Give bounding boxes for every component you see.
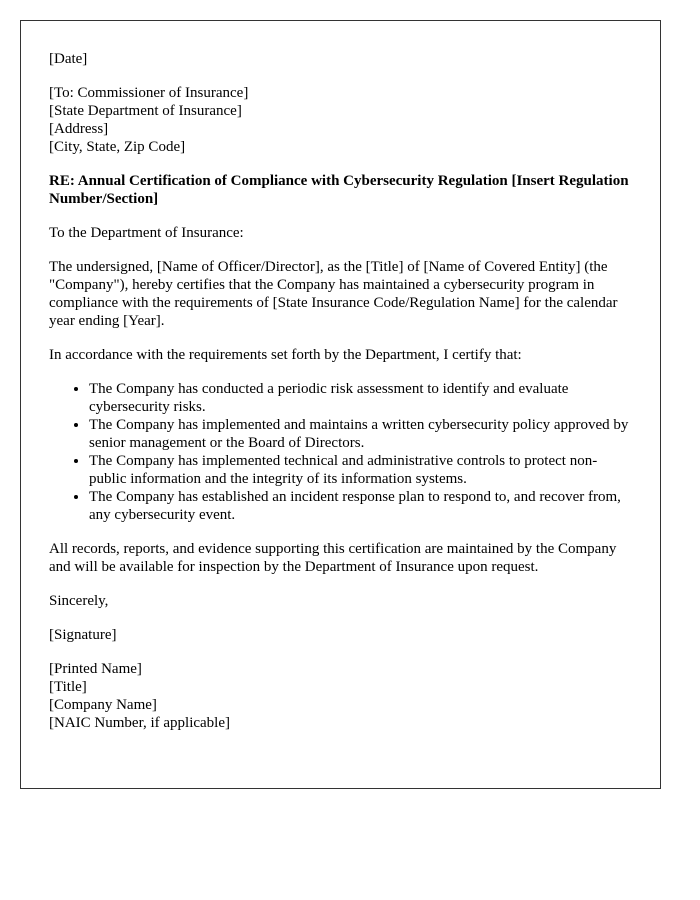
recipient-line: [To: Commissioner of Insurance]: [49, 85, 249, 101]
certification-item: • The Company has implemented and maintains a written cybersecurity policy approved by senior management or the Board of Directors.: [89, 416, 632, 452]
recipient-line: [Address]: [49, 121, 109, 137]
closing: Sincerely,: [49, 593, 109, 609]
date: [Date]: [49, 51, 88, 67]
subject-line: RE: Annual Certification of Compliance with Cybersecurity Regulation [Insert Regulation Number/Section]: [49, 173, 629, 207]
certification-item: • The Company has conducted a periodic risk assessment to identify and evaluate cybersecurity risks.: [89, 380, 632, 416]
salutation: To the Department of Insurance:: [49, 225, 244, 241]
recipient-address: [49, 84, 632, 156]
certification-item: • The Company has established an incident response plan to respond to, and recover from, any cybersecurity event.: [89, 488, 632, 524]
signature-placeholder: [Signature]: [49, 627, 117, 643]
certification-item: • The Company has implemented technical and administrative controls to protect non-public information and the integrity of its information systems.: [89, 452, 632, 488]
signer-naic-number: [NAIC Number, if applicable]: [49, 715, 231, 731]
recipient-line: [City, State, Zip Code]: [49, 139, 186, 155]
intro-paragraph: The undersigned, [Name of Officer/Director], as the [Title] of [Name of Covered Entity] (the "Company"), hereby certifies that the Company has maintained a cybersecurity program in compliance with the requirements of [State Insurance Code/Regulation Name] for the calendar year ending [Year].: [49, 259, 618, 329]
certification-list: [49, 380, 632, 524]
signer-block: [49, 660, 632, 732]
signer-printed-name: [Printed Name]: [49, 661, 142, 677]
records-paragraph: All records, reports, and evidence supporting this certification are maintained by the Company and will be available for inspection by the Department of Insurance upon request.: [49, 541, 617, 575]
certify-lead: In accordance with the requirements set forth by the Department, I certify that:: [49, 347, 522, 363]
signer-company: [Company Name]: [49, 697, 157, 713]
signer-title: [Title]: [49, 679, 87, 695]
date-line: [49, 50, 632, 68]
recipient-line: [State Department of Insurance]: [49, 103, 242, 119]
letter-document: [20, 20, 661, 789]
